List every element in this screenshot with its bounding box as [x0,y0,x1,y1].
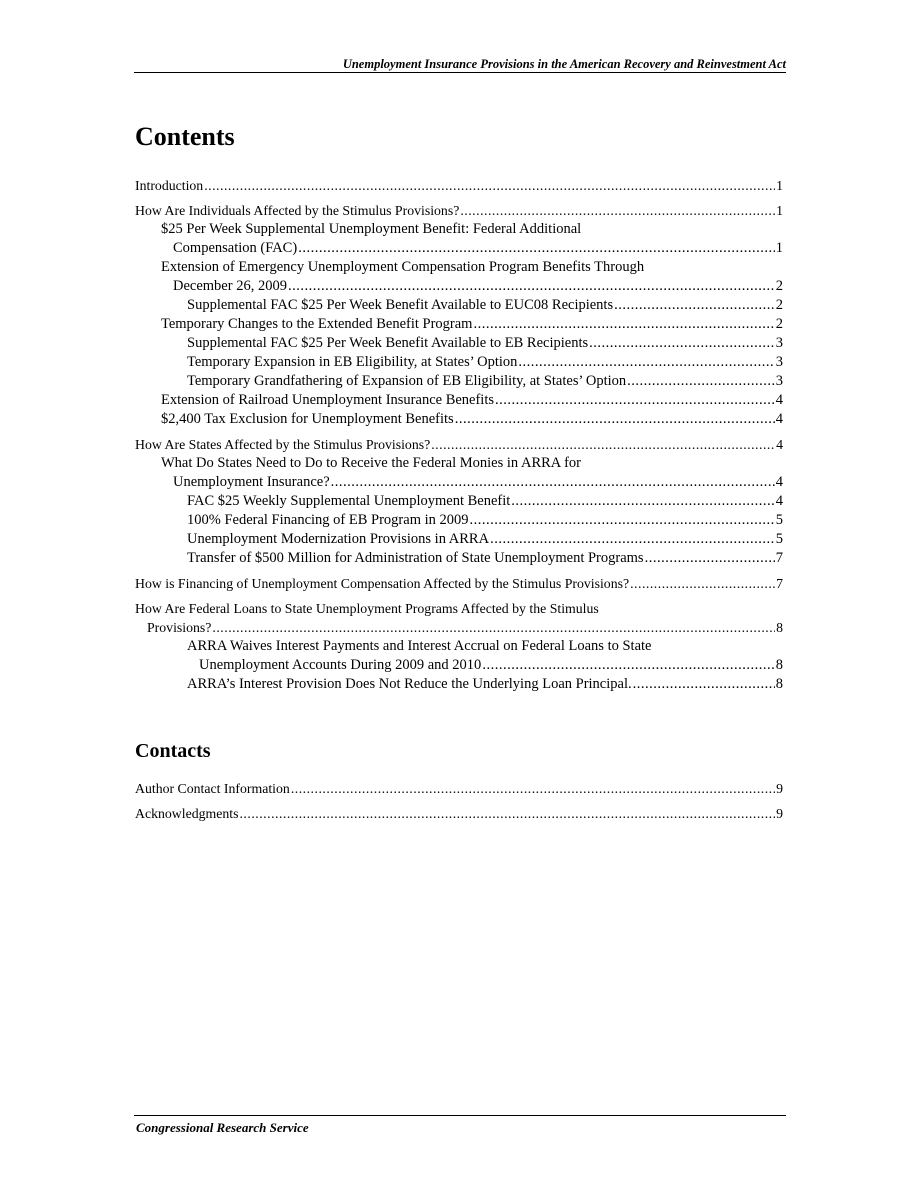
entry-title-continued: Unemployment Accounts During 2009 and 2010 [199,657,482,673]
toc-entry[interactable] [135,296,783,315]
dot-leader [291,779,775,798]
entry-page-number: 9 [776,806,783,821]
header-rule [134,72,786,73]
entry-page-number: 2 [775,278,783,294]
entry-title: Unemployment Modernization Provisions in ARRA [187,531,490,547]
entry-title: Acknowledgments [135,806,239,821]
toc-entry[interactable] [135,315,783,334]
entry-page-number: 9 [776,781,783,796]
toc-entry[interactable] [135,220,783,258]
running-footer: Congressional Research Service [136,1120,309,1135]
entry-title: What Do States Need to Do to Receive the Federal Monies in ARRA for [161,455,582,471]
entry-page-number: 8 [775,657,783,673]
entry-title: Supplemental FAC $25 Per Week Benefit Available to EB Recipients [187,335,589,351]
entry-page-number: 3 [775,373,783,389]
dot-leader [490,530,775,549]
entry-title: Temporary Expansion in EB Eligibility, at States’ Option [187,354,518,370]
entry-page-number: 4 [776,437,783,452]
entry-title: Transfer of $500 Million for Administration of State Unemployment Programs [187,550,644,566]
toc-entry[interactable] [135,258,783,296]
toc-entry[interactable] [135,372,783,391]
toc-entry[interactable] [135,353,783,372]
entry-page-number: 3 [775,335,783,351]
contents-list [135,176,783,694]
toc-entry[interactable] [135,549,783,568]
running-header: Unemployment Insurance Provisions in the American Recovery and Reinvestment Act [342,57,786,71]
toc-entry[interactable] [135,599,783,637]
entry-page-number: 4 [775,411,783,427]
dot-leader [589,334,775,353]
dot-leader [645,549,775,568]
dot-leader [630,574,775,593]
entry-title: Temporary Changes to the Extended Benefit Program [161,316,473,332]
entry-title-continued: Provisions? [147,620,212,635]
toc-entry[interactable] [135,574,783,593]
dot-leader [460,201,775,220]
dot-leader [633,675,775,694]
entry-title: Author Contact Information [135,781,290,796]
entry-page-number: 4 [775,474,783,490]
entry-page-number: 2 [775,297,783,313]
dot-leader [331,473,775,492]
entry-title: Extension of Emergency Unemployment Compensation Program Benefits Through [161,259,645,275]
entry-page-number: 1 [775,240,783,256]
entry-page-number: 1 [776,178,783,193]
entry-page-number: 7 [776,576,783,591]
entry-title: Supplemental FAC $25 Per Week Benefit Available to EUC08 Recipients [187,297,614,313]
entry-title-continued: December 26, 2009 [173,278,287,294]
entry-page-number: 2 [775,316,783,332]
toc-entry[interactable] [135,637,783,675]
entry-title: How Are Individuals Affected by the Stimulus Provisions? [135,203,460,218]
dot-leader [614,296,775,315]
entry-title: How is Financing of Unemployment Compensation Affected by the Stimulus Provisions? [135,576,630,591]
entry-title-continued: Unemployment Insurance? [173,474,330,490]
contacts-heading: Contacts [135,740,211,762]
entry-page-number: 5 [775,512,783,528]
toc-entry[interactable] [135,530,783,549]
entry-page-number: 8 [775,676,783,692]
dot-leader [518,353,774,372]
dot-leader [204,176,775,195]
entry-title: 100% Federal Financing of EB Program in 2009 [187,512,469,528]
toc-entry[interactable] [135,176,783,195]
entry-title: ARRA Waives Interest Payments and Interest Accrual on Federal Loans to State [187,638,652,654]
toc-entry[interactable] [135,334,783,353]
contact-entry[interactable] [135,779,783,798]
dot-leader [627,372,775,391]
dot-leader [482,656,774,675]
entry-title: How Are States Affected by the Stimulus Provisions? [135,437,431,452]
entry-title: Extension of Railroad Unemployment Insurance Benefits [161,392,495,408]
toc-entry[interactable] [135,675,783,694]
entry-title: $25 Per Week Supplemental Unemployment Benefit: Federal Additional [161,221,582,237]
entry-page-number: 3 [775,354,783,370]
entry-title: Temporary Grandfathering of Expansion of EB Eligibility, at States’ Option [187,373,627,389]
toc-entry[interactable] [135,492,783,511]
entry-title: ARRA’s Interest Provision Does Not Reduce the Underlying Loan Principal. [187,676,632,692]
dot-leader [511,492,774,511]
toc-entry[interactable] [135,391,783,410]
entry-page-number: 4 [775,493,783,509]
entry-title-continued: Compensation (FAC) [173,240,298,256]
toc-entry[interactable] [135,410,783,429]
toc-entry[interactable] [135,201,783,220]
entry-page-number: 4 [775,392,783,408]
contents-heading: Contents [135,122,235,151]
entry-title: $2,400 Tax Exclusion for Unemployment Benefits [161,411,454,427]
toc-entry[interactable] [135,435,783,454]
entry-title: How Are Federal Loans to State Unemployment Programs Affected by the Stimulus [135,601,599,616]
dot-leader [470,511,775,530]
entry-page-number: 5 [775,531,783,547]
entry-page-number: 1 [776,203,783,218]
dot-leader [298,239,775,258]
dot-leader [455,410,775,429]
dot-leader [473,315,774,334]
contacts-list [135,779,783,823]
entry-page-number: 8 [776,620,783,635]
footer-rule [134,1115,786,1116]
entry-title: FAC $25 Weekly Supplemental Unemployment Benefit [187,493,511,509]
dot-leader [239,804,775,823]
entry-title: Introduction [135,178,204,193]
toc-entry[interactable] [135,511,783,530]
entry-page-number: 7 [775,550,783,566]
dot-leader [431,435,775,454]
dot-leader [212,618,775,637]
dot-leader [288,277,775,296]
toc-entry[interactable] [135,454,783,492]
dot-leader [495,391,775,410]
contact-entry[interactable] [135,804,783,823]
